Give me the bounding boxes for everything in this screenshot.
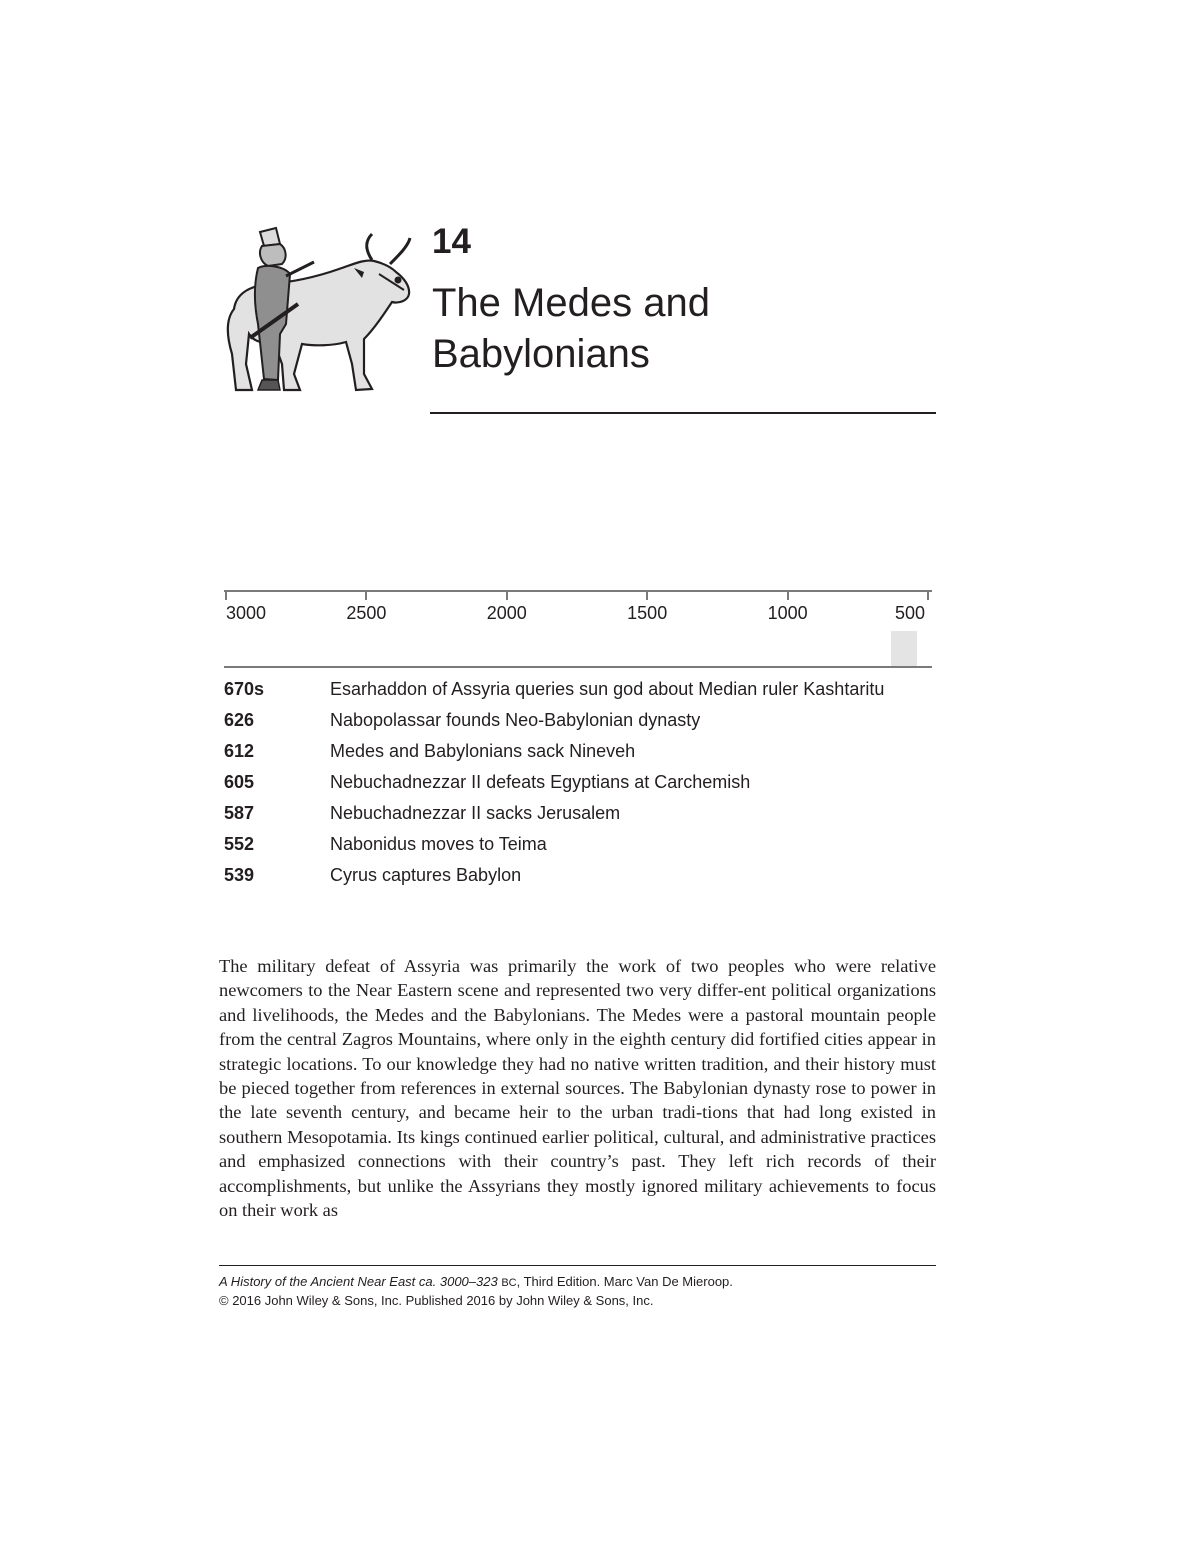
chapter-title — [432, 278, 952, 380]
entry-year: 552 — [224, 834, 255, 854]
chapter-title-line-1: The Medes and — [432, 281, 710, 325]
footer-citation — [219, 1273, 733, 1292]
copyright-footer — [219, 1273, 733, 1310]
entry-description: Nebuchadnezzar II defeats Egyptians at Carchemish — [330, 772, 751, 792]
footer-edition: , Third Edition. Marc Van De Mieroop. — [516, 1274, 733, 1289]
timeline-tick — [646, 591, 648, 600]
chronology-entry — [224, 802, 936, 825]
chronology-entry — [224, 864, 936, 887]
entry-year: 670s — [224, 679, 265, 699]
timeline-top-axis — [224, 590, 932, 592]
chapter-illustration — [214, 214, 418, 398]
entry-description: Esarhaddon of Assyria queries sun god about Median ruler Kashtaritu — [330, 679, 885, 699]
entry-description: Cyrus captures Babylon — [330, 865, 522, 885]
timeline-tick — [927, 591, 929, 600]
chronology-entry — [224, 740, 936, 763]
timeline-tick-label: 2500 — [346, 603, 387, 623]
chapter-title-line-2: Babylonians — [432, 332, 650, 376]
body-paragraph: The military defeat of Assyria was primarily the work of two peoples who were relative newcomers to the Near Eastern scene and represented two very differ-ent political organizations and livelihoods, the Medes and the Babylonians. The Medes were a pastoral mountain people from the central Zagros Mountains, where only in the eighth century did fortified cities appear in strategic locations. To our knowledge they had no native written tradition, and their history must be pieced together from references in external sources. The Babylonian dynasty rose to power in the late seventh century, and became heir to the urban tradi-tions that had long existed in southern Mesopotamia. Its kings continued earlier political, cultural, and administrative practices and emphasized connections with their country’s past. They left rich records of their accomplishments, but unlike the Assyrians they mostly ignored military achievements to focus on their work as — [219, 956, 936, 1221]
entry-year: 587 — [224, 803, 255, 823]
timeline-highlight-period — [891, 631, 917, 667]
footer-book-title: A History of the Ancient Near East ca. 3000–323 — [219, 1274, 498, 1289]
timeline-tick — [506, 591, 508, 600]
entry-year: 612 — [224, 741, 255, 761]
timeline-tick-label: 1000 — [767, 603, 808, 623]
timeline-tick — [787, 591, 789, 600]
timeline-tick — [365, 591, 367, 600]
timeline-tick — [225, 591, 227, 600]
entry-description: Nabopolassar founds Neo-Babylonian dynasty — [330, 710, 701, 730]
footer-era: BC — [501, 1277, 517, 1289]
footer-copyright: © 2016 John Wiley & Sons, Inc. Published 2016 by John Wiley & Sons, Inc. — [219, 1293, 654, 1308]
timeline-tick-label: 500 — [894, 603, 926, 623]
entry-year: 605 — [224, 772, 255, 792]
chronology-list — [224, 678, 936, 895]
chronology-entry — [224, 678, 936, 701]
timeline-tick-label: 3000 — [225, 603, 267, 623]
entry-year: 626 — [224, 710, 255, 730]
chronology-entry — [224, 709, 936, 732]
entry-year: 539 — [224, 865, 255, 885]
title-rule — [430, 412, 936, 414]
chronology-entry — [224, 771, 936, 794]
timeline-tick-label: 1500 — [627, 603, 668, 623]
timeline-tick-label: 2000 — [486, 603, 527, 623]
entry-description: Nebuchadnezzar II sacks Jerusalem — [330, 803, 621, 823]
entry-description: Nabonidus moves to Teima — [330, 834, 547, 854]
chronology-entry — [224, 833, 936, 856]
timeline-bottom-rule — [224, 666, 932, 668]
footer-rule — [219, 1265, 936, 1266]
chapter-number: 14 — [432, 222, 471, 261]
entry-description: Medes and Babylonians sack Nineveh — [330, 741, 636, 761]
